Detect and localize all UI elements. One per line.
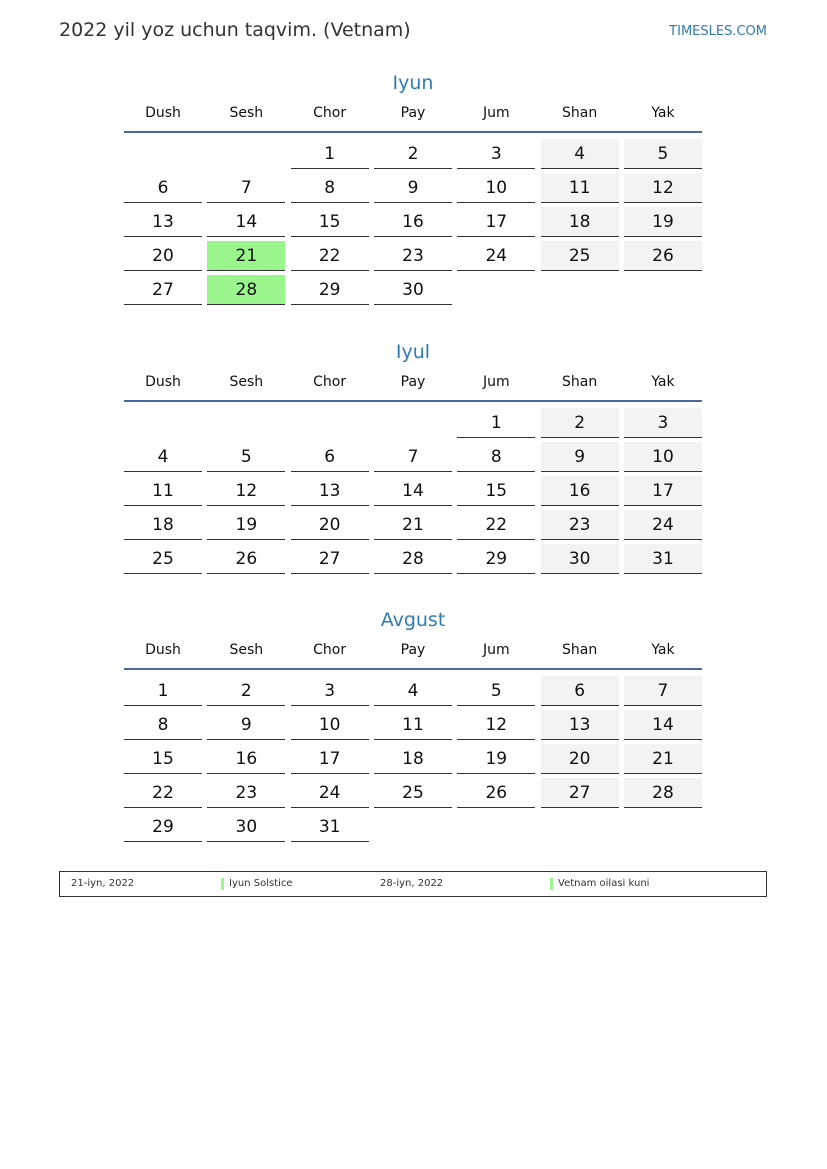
page-title: 2022 yil yoz uchun taqvim. (Vetnam) [59,19,411,41]
day-cell: 14 [374,476,452,506]
day-cell: 1 [291,139,369,169]
day-cell: 2 [374,139,452,169]
weekday-header [124,638,702,670]
day-cell: 4 [541,139,619,169]
weekday-label: Yak [651,642,675,658]
weekday-label: Chor [313,105,347,121]
weekday-label: Dush [145,374,181,390]
day-cell: 24 [291,778,369,808]
weekday-label: Shan [562,642,598,658]
day-cell: 19 [624,207,702,237]
holiday-day-cell: 28 [207,275,285,305]
day-cell: 8 [124,710,202,740]
weekday-header [124,101,702,133]
day-cell: 29 [457,544,535,574]
day-cell: 21 [624,744,702,774]
day-cell: 17 [291,744,369,774]
day-cell: 4 [124,442,202,472]
day-cell: 26 [457,778,535,808]
weekday-label: Dush [145,105,181,121]
weekday-label: Pay [400,642,426,658]
day-cell: 12 [207,476,285,506]
site-link[interactable]: TIMESLES.COM [669,24,767,39]
weekday-label: Sesh [229,642,264,658]
holiday-legend [59,871,767,897]
day-cell: 14 [207,207,285,237]
day-cell: 13 [291,476,369,506]
day-cell: 7 [624,676,702,706]
empty-cell [124,139,202,169]
day-cell: 22 [124,778,202,808]
weekday-label: Pay [400,374,426,390]
day-cell: 12 [457,710,535,740]
day-cell: 6 [124,173,202,203]
day-cell: 25 [124,544,202,574]
day-cell: 23 [541,510,619,540]
legend-date: 28-iyn, 2022 [380,878,444,889]
day-cell: 10 [624,442,702,472]
day-cell: 30 [541,544,619,574]
day-cell: 30 [374,275,452,305]
day-cell: 13 [124,207,202,237]
day-cell: 3 [291,676,369,706]
day-cell: 22 [457,510,535,540]
day-cell: 5 [207,442,285,472]
day-cell: 8 [291,173,369,203]
weekday-label: Yak [651,374,675,390]
day-cell: 10 [291,710,369,740]
day-cell: 30 [207,812,285,842]
day-cell: 2 [207,676,285,706]
month-iyun [124,69,702,305]
day-cell: 2 [541,408,619,438]
day-cell: 7 [207,173,285,203]
weekday-label: Chor [313,642,347,658]
day-cell: 10 [457,173,535,203]
day-cell: 20 [291,510,369,540]
day-cell: 8 [457,442,535,472]
day-cell: 3 [457,139,535,169]
day-cell: 19 [457,744,535,774]
day-cell: 11 [124,476,202,506]
days-grid [124,139,702,305]
day-cell: 17 [457,207,535,237]
weekday-label: Dush [145,642,181,658]
weekday-label: Jum [482,642,510,658]
day-cell: 31 [624,544,702,574]
day-cell: 27 [291,544,369,574]
day-cell: 26 [624,241,702,271]
holiday-color-marker [550,878,553,890]
day-cell: 9 [374,173,452,203]
day-cell: 27 [541,778,619,808]
day-cell: 31 [291,812,369,842]
day-cell: 24 [457,241,535,271]
day-cell: 6 [541,676,619,706]
day-cell: 15 [457,476,535,506]
day-cell: 29 [124,812,202,842]
days-grid [124,676,702,842]
day-cell: 13 [541,710,619,740]
day-cell: 16 [374,207,452,237]
day-cell: 16 [541,476,619,506]
day-cell: 24 [624,510,702,540]
day-cell: 20 [541,744,619,774]
day-cell: 25 [541,241,619,271]
day-cell: 19 [207,510,285,540]
day-cell: 15 [124,744,202,774]
day-cell: 1 [457,408,535,438]
weekday-label: Chor [313,374,347,390]
day-cell: 6 [291,442,369,472]
day-cell: 17 [624,476,702,506]
day-cell: 21 [374,510,452,540]
month-avgust [124,606,702,842]
day-cell: 14 [624,710,702,740]
month-name: Iyun [392,72,434,94]
day-cell: 18 [541,207,619,237]
day-cell: 12 [624,173,702,203]
day-cell: 18 [124,510,202,540]
weekday-label: Jum [482,105,510,121]
day-cell: 28 [624,778,702,808]
day-cell: 11 [374,710,452,740]
day-cell: 23 [207,778,285,808]
day-cell: 22 [291,241,369,271]
day-cell: 18 [374,744,452,774]
weekday-label: Pay [400,105,426,121]
days-grid [124,408,702,574]
empty-cell [207,139,285,169]
day-cell: 15 [291,207,369,237]
day-cell: 29 [291,275,369,305]
legend-label: Iyun Solstice [229,878,293,889]
day-cell: 27 [124,275,202,305]
weekday-label: Sesh [229,374,264,390]
empty-cell [207,408,285,438]
month-name: Avgust [380,609,446,631]
day-cell: 26 [207,544,285,574]
holiday-day-cell: 21 [207,241,285,271]
weekday-label: Sesh [229,105,264,121]
day-cell: 28 [374,544,452,574]
day-cell: 5 [457,676,535,706]
legend-date: 21-iyn, 2022 [71,878,135,889]
month-name: Iyul [395,341,431,363]
day-cell: 23 [374,241,452,271]
holiday-color-marker [221,878,224,890]
weekday-label: Shan [562,105,598,121]
day-cell: 4 [374,676,452,706]
day-cell: 25 [374,778,452,808]
empty-cell [374,408,452,438]
empty-cell [291,408,369,438]
legend-label: Vetnam oilasi kuni [558,878,650,889]
day-cell: 11 [541,173,619,203]
day-cell: 16 [207,744,285,774]
day-cell: 9 [541,442,619,472]
day-cell: 7 [374,442,452,472]
month-iyul [124,338,702,574]
day-cell: 9 [207,710,285,740]
weekday-label: Yak [651,105,675,121]
weekday-header [124,370,702,402]
weekday-label: Jum [482,374,510,390]
day-cell: 3 [624,408,702,438]
weekday-label: Shan [562,374,598,390]
empty-cell [124,408,202,438]
day-cell: 1 [124,676,202,706]
day-cell: 5 [624,139,702,169]
day-cell: 20 [124,241,202,271]
